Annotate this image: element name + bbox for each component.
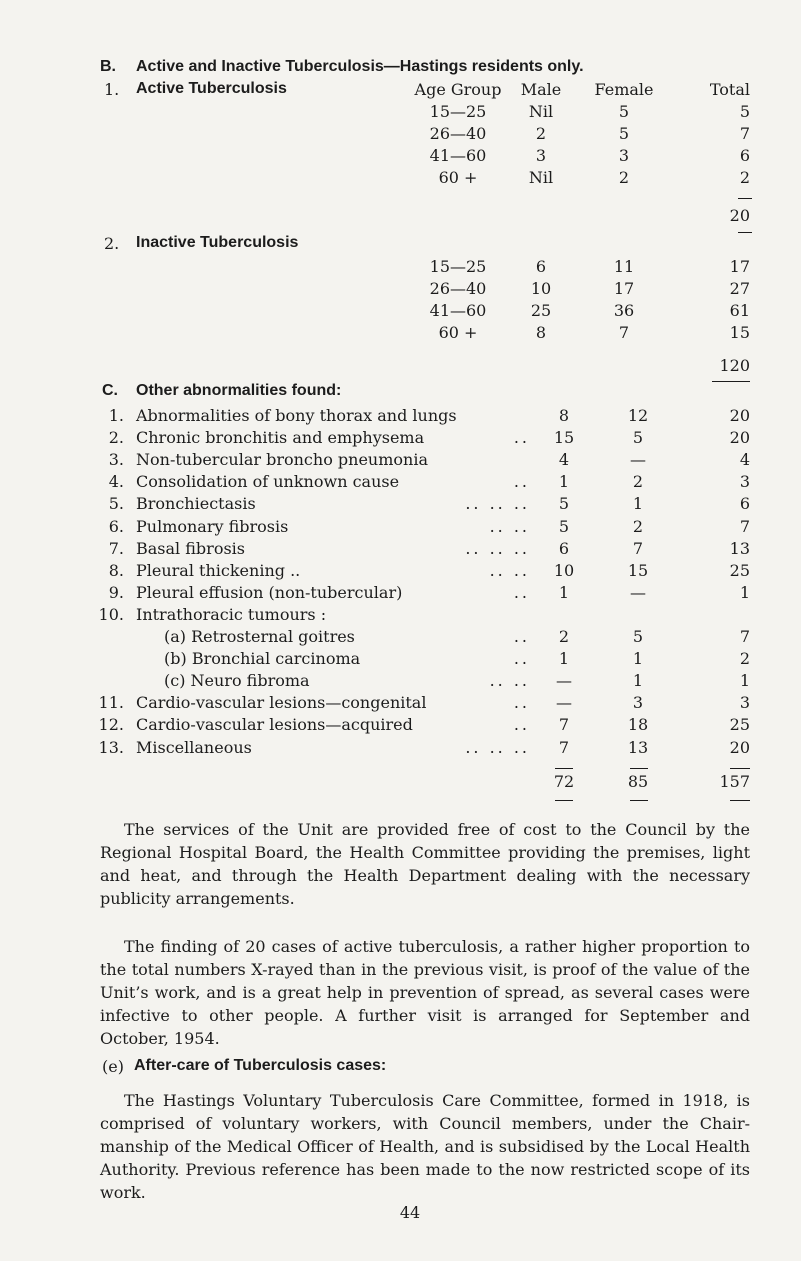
grand-total-male: 72 bbox=[553, 772, 575, 791]
leader-dots: .. .. .. bbox=[465, 494, 530, 514]
active-num: 1. bbox=[104, 80, 120, 99]
item-number: 9. bbox=[108, 582, 124, 602]
total-cell: 4 bbox=[739, 450, 750, 470]
female-cell: 18 bbox=[627, 715, 649, 735]
total-rule bbox=[738, 232, 752, 233]
item-label: Cardio-vascular lesions—acquired bbox=[136, 715, 413, 735]
male-cell: Nil bbox=[528, 168, 554, 187]
male-cell: 6 bbox=[535, 257, 547, 276]
grand-total-female: 85 bbox=[627, 772, 649, 791]
male-cell: 2 bbox=[535, 124, 547, 143]
total-cell: 20 bbox=[729, 428, 750, 448]
paragraph: The services of the Unit are provided free of cost to the Council by the Regional Hospital Board, the Health Committee providing the premises, light and heat, and through the Health Department dealing with the necessary publicity arrangements. bbox=[100, 820, 750, 908]
female-cell: 17 bbox=[613, 279, 635, 298]
male-cell: 4 bbox=[558, 450, 570, 470]
female-cell: 5 bbox=[632, 627, 644, 646]
age-group-cell: 60 + bbox=[438, 168, 478, 187]
male-cell: 15 bbox=[553, 428, 575, 448]
item-number: 3. bbox=[108, 450, 124, 470]
male-cell: Nil bbox=[528, 102, 554, 121]
item-number: 11. bbox=[98, 693, 124, 713]
male-cell: 1 bbox=[558, 472, 570, 492]
active-total: 20 bbox=[729, 206, 750, 225]
leader-dots: .. .. bbox=[489, 560, 530, 580]
total-cell: 3 bbox=[739, 472, 750, 492]
item-label: (a) Retrosternal goitres bbox=[164, 627, 355, 646]
leader-dots: .. .. bbox=[489, 671, 530, 691]
female-cell: 2 bbox=[618, 168, 630, 187]
total-cell: 1 bbox=[739, 582, 750, 602]
total-cell: 2 bbox=[739, 649, 750, 669]
total-rule bbox=[555, 800, 573, 801]
female-cell: 2 bbox=[632, 472, 644, 492]
total-cell: 25 bbox=[729, 560, 750, 580]
item-label: Cardio-vascular lesions—congenital bbox=[136, 693, 427, 713]
male-cell: 2 bbox=[558, 627, 570, 646]
total-cell: 6 bbox=[739, 494, 750, 514]
leader-dots: .. bbox=[513, 428, 530, 448]
leader-dots: .. bbox=[513, 649, 530, 669]
male-cell: 8 bbox=[535, 323, 547, 342]
female-cell: 12 bbox=[627, 406, 649, 425]
page-number: 44 bbox=[399, 1203, 421, 1222]
leader-dots: .. bbox=[513, 715, 530, 735]
leader-dots: .. bbox=[513, 693, 530, 713]
male-cell: — bbox=[556, 693, 572, 713]
total-cell: 20 bbox=[729, 737, 750, 757]
total-rule bbox=[630, 800, 648, 801]
female-cell: 5 bbox=[618, 102, 630, 121]
inactive-label: Inactive Tuberculosis bbox=[136, 234, 299, 251]
age-group-cell: 26—40 bbox=[429, 124, 487, 143]
female-cell: — bbox=[630, 582, 646, 602]
male-cell: 25 bbox=[530, 301, 552, 320]
total-rule bbox=[730, 800, 750, 801]
item-label: Pulmonary fibrosis bbox=[136, 516, 289, 536]
item-label: Basal fibrosis bbox=[136, 538, 245, 558]
total-cell: 17 bbox=[729, 257, 750, 276]
female-cell: 5 bbox=[618, 124, 630, 143]
total-cell: 7 bbox=[739, 124, 750, 143]
grand-total: 157 bbox=[719, 772, 750, 791]
total-cell: 5 bbox=[739, 102, 750, 121]
total-rule bbox=[712, 381, 750, 382]
male-cell: 5 bbox=[558, 516, 570, 536]
female-cell: 7 bbox=[632, 538, 644, 558]
item-number: 13. bbox=[98, 737, 124, 757]
age-group-cell: 15—25 bbox=[429, 257, 487, 276]
item-label: Intrathoracic tumours : bbox=[136, 604, 327, 624]
female-cell: 7 bbox=[618, 323, 630, 342]
female-cell: 1 bbox=[632, 494, 644, 514]
item-label: Pleural effusion (non-tubercular) bbox=[136, 582, 403, 602]
active-label: Active Tuberculosis bbox=[136, 80, 287, 97]
total-cell: 7 bbox=[739, 516, 750, 536]
item-number: 6. bbox=[108, 516, 124, 536]
total-rule bbox=[730, 768, 750, 769]
age-group-cell: 41—60 bbox=[429, 146, 487, 165]
age-group-cell: 41—60 bbox=[429, 301, 487, 320]
section-c-title: Other abnormalities found: bbox=[136, 382, 342, 399]
item-number: 8. bbox=[108, 560, 124, 580]
item-label: (b) Bronchial carcinoma bbox=[164, 649, 361, 669]
age-group-cell: 60 + bbox=[438, 323, 478, 342]
total-rule bbox=[630, 768, 648, 769]
item-label: Abnormalities of bony thorax and lungs bbox=[136, 406, 457, 425]
male-cell: 10 bbox=[553, 560, 575, 580]
item-label: Chronic bronchitis and emphysema bbox=[136, 428, 425, 448]
inactive-num: 2. bbox=[104, 234, 120, 253]
header-age-group: Age Group bbox=[414, 80, 502, 99]
item-label: (c) Neuro fibroma bbox=[164, 671, 310, 691]
female-cell: 11 bbox=[613, 257, 635, 276]
female-cell: 1 bbox=[632, 671, 644, 691]
female-cell: 13 bbox=[627, 737, 649, 757]
total-cell: 7 bbox=[739, 627, 750, 646]
female-cell: 36 bbox=[613, 301, 635, 320]
female-cell: 3 bbox=[618, 146, 630, 165]
leader-dots: .. .. .. bbox=[465, 737, 530, 757]
female-cell: 2 bbox=[632, 516, 644, 536]
leader-dots: .. bbox=[513, 472, 530, 492]
item-number: 5. bbox=[108, 494, 124, 514]
leader-dots: .. bbox=[513, 627, 530, 646]
male-cell: 7 bbox=[558, 715, 570, 735]
paragraph: The Hastings Voluntary Tuberculosis Care Committee, formed in 1918, is comprised of voluntary workers, with Council members, under the Chair-manship of the Medical Officer of Health, and is subsidised by the Local Health Authority. Previous reference has been made to the now restricted scope of its work. bbox=[100, 1091, 750, 1202]
male-cell: 10 bbox=[530, 279, 552, 298]
paragraph: The finding of 20 cases of active tuberculosis, a rather higher proportion to the total numbers X-rayed than in the previous visit, is proof of the value of the Unit’s work, and is a great help in prevention of spread, as several cases were infective to other people. A further visit is arranged for September and October, 1954. bbox=[100, 937, 750, 1048]
leader-dots: .. .. .. bbox=[465, 538, 530, 558]
age-group-cell: 15—25 bbox=[429, 102, 487, 121]
female-cell: 1 bbox=[632, 649, 644, 669]
total-cell: 6 bbox=[739, 146, 750, 165]
total-cell: 2 bbox=[739, 168, 750, 187]
leader-dots: .. bbox=[513, 582, 530, 602]
total-cell: 25 bbox=[729, 715, 750, 735]
item-number: 7. bbox=[108, 538, 124, 558]
section-e-title: After-care of Tuberculosis cases: bbox=[134, 1057, 387, 1074]
item-label: Pleural thickening .. bbox=[136, 560, 301, 580]
total-rule bbox=[555, 768, 573, 769]
total-cell: 27 bbox=[729, 279, 750, 298]
item-label: Bronchiectasis bbox=[136, 494, 256, 514]
female-cell: 3 bbox=[632, 693, 644, 713]
item-number: 4. bbox=[108, 472, 124, 492]
item-label: Miscellaneous bbox=[136, 737, 252, 757]
item-number: 12. bbox=[98, 715, 124, 735]
total-cell: 1 bbox=[739, 671, 750, 691]
section-c-letter: C. bbox=[102, 382, 118, 399]
total-cell: 3 bbox=[739, 693, 750, 713]
male-cell: 5 bbox=[558, 494, 570, 514]
total-cell: 15 bbox=[729, 323, 750, 342]
item-label: Non-tubercular broncho pneumonia bbox=[136, 450, 428, 470]
header-total: Total bbox=[709, 80, 750, 99]
item-number: 10. bbox=[98, 604, 124, 624]
total-cell: 13 bbox=[729, 538, 750, 558]
inactive-total: 120 bbox=[719, 356, 750, 375]
section-b-letter: B. bbox=[100, 58, 116, 75]
leader-dots: .. .. bbox=[489, 516, 530, 536]
male-cell: 6 bbox=[558, 538, 570, 558]
total-rule bbox=[738, 198, 752, 199]
item-number: 1. bbox=[108, 406, 124, 425]
male-cell: 1 bbox=[558, 582, 570, 602]
female-cell: 5 bbox=[632, 428, 644, 448]
section-e-letter: (e) bbox=[102, 1057, 124, 1076]
age-group-cell: 26—40 bbox=[429, 279, 487, 298]
total-cell: 20 bbox=[729, 406, 750, 425]
male-cell: — bbox=[556, 671, 572, 691]
header-male: Male bbox=[520, 80, 562, 99]
section-b-title: Active and Inactive Tuberculosis—Hastings residents only. bbox=[136, 58, 584, 75]
male-cell: 8 bbox=[558, 406, 570, 425]
male-cell: 7 bbox=[558, 737, 570, 757]
female-cell: — bbox=[630, 450, 646, 470]
item-number: 2. bbox=[108, 428, 124, 448]
male-cell: 1 bbox=[558, 649, 570, 669]
male-cell: 3 bbox=[535, 146, 547, 165]
total-cell: 61 bbox=[729, 301, 750, 320]
female-cell: 15 bbox=[627, 560, 649, 580]
header-female: Female bbox=[594, 80, 654, 99]
item-label: Consolidation of unknown cause bbox=[136, 472, 400, 492]
